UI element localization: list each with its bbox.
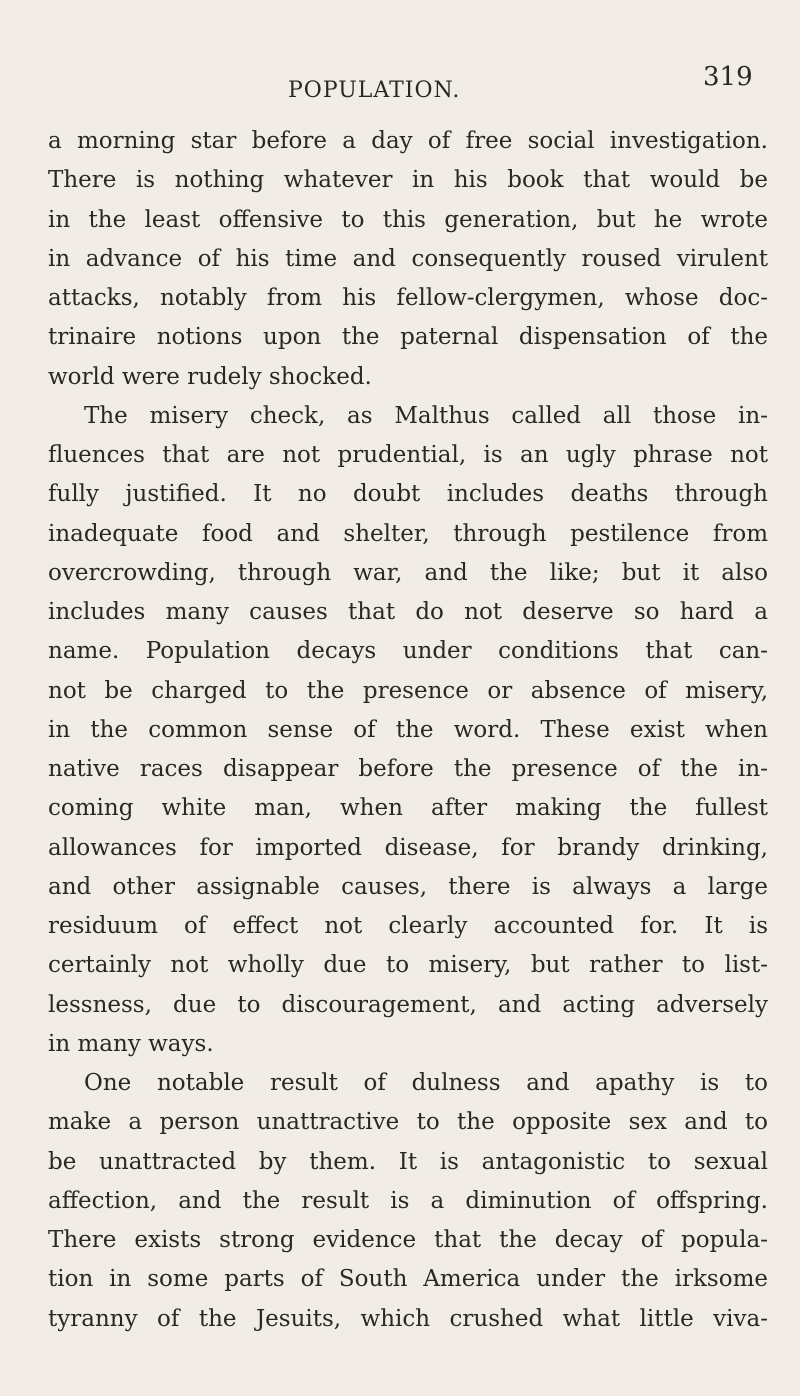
text-line: includes many causes that do not deserve so hard a: [48, 599, 768, 625]
text-line: in the least offensive to this generation, but he wrote: [48, 206, 768, 233]
text-line: lessness, due to discouragement, and acting adversely: [48, 991, 768, 1018]
text-line: not be charged to the presence or absence of misery,: [48, 677, 768, 704]
text-line: trinaire notions upon the paternal dispensation of the: [48, 324, 768, 351]
text-line: attacks, notably from his fellow-clergymen, whose doc-: [48, 285, 768, 311]
text-line: There is nothing whatever in his book that would be: [48, 167, 768, 194]
text-line: make a person unattractive to the opposite sex and to: [48, 1109, 768, 1136]
text-line: There exists strong evidence that the decay of popula-: [48, 1227, 768, 1253]
text-line: One notable result of dulness and apathy is to: [84, 1070, 768, 1096]
text-line: native races disappear before the presence of the in-: [48, 756, 768, 782]
text-line: tyranny of the Jesuits, which crushed what little viva-: [48, 1305, 768, 1332]
text-line: in the common sense of the word. These exist when: [48, 716, 768, 743]
body-text: [48, 122, 768, 1339]
text-line: certainly not wholly due to misery, but rather to list-: [48, 952, 768, 979]
text-line: inadequate food and shelter, through pestilence from: [48, 520, 768, 547]
text-line: world were rudely shocked.: [48, 363, 372, 390]
text-line: be unattracted by them. It is antagonistic to sexual: [48, 1148, 768, 1175]
text-line: in many ways.: [48, 1030, 214, 1057]
text-line: The misery check, as Malthus called all those in-: [84, 402, 768, 429]
text-line: in advance of his time and consequently roused virulent: [48, 245, 768, 272]
text-line: fluences that are not prudential, is an ugly phrase not: [48, 442, 768, 468]
text-line: overcrowding, through war, and the like; but it also: [48, 559, 768, 586]
text-line: allowances for imported disease, for brandy drinking,: [48, 834, 768, 861]
text-line: and other assignable causes, there is always a large: [48, 873, 768, 900]
text-line: coming white man, when after making the fullest: [48, 795, 768, 822]
text-line: residuum of effect not clearly accounted for. It is: [48, 913, 768, 939]
running-title: POPULATION.: [288, 78, 461, 103]
text-line: a morning star before a day of free social investigation.: [48, 128, 768, 154]
text-line: tion in some parts of South America under the irksome: [48, 1266, 768, 1293]
text-line: fully justified. It no doubt includes deaths through: [48, 481, 768, 508]
page-number: 319: [703, 62, 753, 92]
text-line: affection, and the result is a diminution of offspring.: [48, 1187, 768, 1214]
text-line: name. Population decays under conditions that can-: [48, 638, 768, 665]
